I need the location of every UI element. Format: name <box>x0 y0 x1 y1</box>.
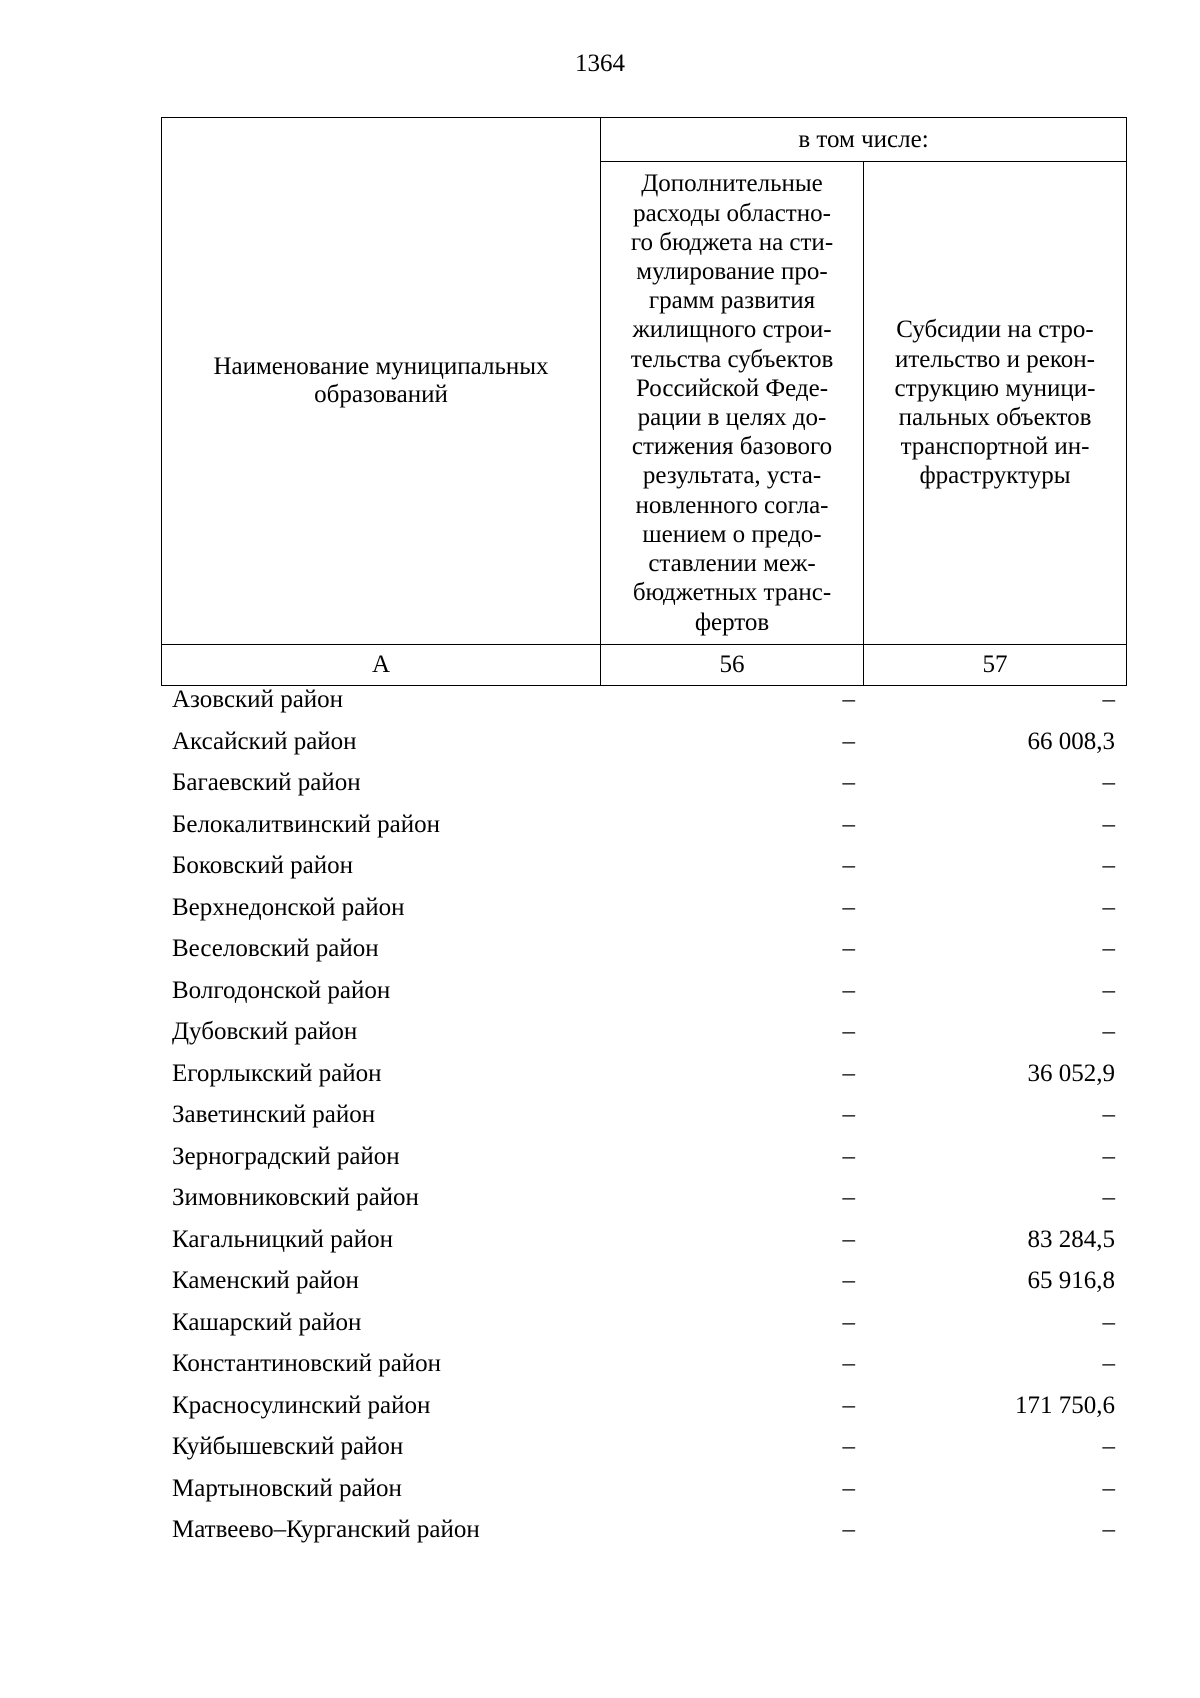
row-value-57: – <box>1102 1433 1115 1460</box>
table-row <box>0 686 1200 728</box>
column-header-line: бюджетных транс- <box>632 579 832 607</box>
row-value-57: – <box>1102 769 1115 796</box>
column-header-line: фертов <box>694 608 770 636</box>
column-header-line: шением о предо- <box>642 520 822 548</box>
row-value-56: – <box>842 1391 855 1419</box>
column-header-line: стижения базового <box>631 433 833 461</box>
row-value-57: – <box>1102 1474 1115 1502</box>
column-header-line: жилищного строи- <box>632 316 832 344</box>
row-name: Белокалитвинский район <box>172 810 440 838</box>
column-header-line: го бюджета на сти- <box>630 228 834 256</box>
row-name: Веселовский район <box>172 935 379 962</box>
column-header-line: ставлении меж- <box>648 550 816 578</box>
table-row <box>0 769 1200 811</box>
row-value-56: – <box>842 1018 855 1045</box>
row-name: Дубовский район <box>172 1018 358 1045</box>
row-name: Зимовниковский район <box>172 1184 419 1211</box>
row-value-57: – <box>1102 1308 1115 1336</box>
row-value-57: – <box>1102 1142 1115 1170</box>
row-name: Кагальницкий район <box>172 1225 394 1253</box>
table-row <box>0 1267 1200 1309</box>
table-row <box>0 728 1200 770</box>
table-row <box>0 977 1200 1019</box>
table-row <box>0 1184 1200 1226</box>
row-value-56: – <box>842 1225 855 1253</box>
row-value-56: – <box>842 893 855 921</box>
table-row <box>0 1433 1200 1475</box>
table-row <box>0 1309 1200 1351</box>
table-header <box>161 117 1127 686</box>
row-name: Зерноградский район <box>172 1142 400 1170</box>
column-header-line: Субсидии на стро- <box>896 316 1094 344</box>
column-header-line: тельства субъектов <box>630 345 834 373</box>
name-column-header-text: Наименование муниципальных образований <box>213 353 549 408</box>
row-value-57: – <box>1102 935 1115 962</box>
index-cell-57: 57 <box>864 645 1127 686</box>
row-name: Волгодонской район <box>172 976 391 1004</box>
column-header-line: Российской Феде- <box>635 374 829 402</box>
row-name: Куйбышевский район <box>172 1433 404 1460</box>
column-56-header <box>601 162 864 645</box>
column-header-line: мулирование про- <box>636 258 828 286</box>
row-value-56: – <box>842 1101 855 1128</box>
table-row <box>0 1143 1200 1185</box>
row-name: Матвеево–Курганский район <box>172 1516 480 1543</box>
row-value-57: – <box>1102 893 1115 921</box>
table-row <box>0 935 1200 977</box>
column-header-line: транспортной ин- <box>900 433 1090 461</box>
column-header-line: фраструктуры <box>919 462 1071 490</box>
column-header-line: расходы областно- <box>633 199 831 227</box>
table-row <box>0 1226 1200 1268</box>
table-row <box>0 1516 1200 1558</box>
column-header-line: новленного согла- <box>635 491 829 519</box>
row-value-57: – <box>1102 686 1115 713</box>
column-56-header-text <box>601 169 863 636</box>
column-header-line: ительство и рекон- <box>895 345 1095 373</box>
column-57-header-text <box>864 315 1126 490</box>
index-cell-a: А <box>162 645 601 686</box>
row-value-57: 171 750,6 <box>1015 1391 1115 1419</box>
index-cell-56: 56 <box>601 645 864 686</box>
column-57-header <box>864 162 1127 645</box>
row-name: Азовский район <box>172 686 344 713</box>
table-row <box>0 1060 1200 1102</box>
row-name: Егорлыкский район <box>172 1059 382 1087</box>
row-value-56: – <box>842 810 855 838</box>
row-value-57: – <box>1102 1516 1115 1543</box>
column-header-line: пальных объектов <box>898 404 1092 432</box>
row-value-57: 65 916,8 <box>1027 1267 1115 1294</box>
table-body <box>0 686 1200 1558</box>
row-value-56: – <box>842 1059 855 1087</box>
row-value-56: – <box>842 935 855 962</box>
table-row <box>0 1018 1200 1060</box>
row-value-57: – <box>1102 976 1115 1004</box>
row-name: Мартыновский район <box>172 1474 402 1502</box>
table-row <box>0 894 1200 936</box>
row-value-56: – <box>842 1474 855 1502</box>
row-value-57: – <box>1102 1018 1115 1045</box>
row-value-56: – <box>842 1184 855 1211</box>
row-value-57: – <box>1102 1350 1115 1377</box>
row-value-57: 66 008,3 <box>1027 727 1115 755</box>
page-number: 1364 <box>575 50 625 77</box>
row-name: Верхнедонской район <box>172 893 405 921</box>
row-value-56: – <box>842 1142 855 1170</box>
row-value-56: – <box>842 1433 855 1460</box>
table-row <box>0 1475 1200 1517</box>
row-value-56: – <box>842 686 855 713</box>
row-name: Багаевский район <box>172 769 361 796</box>
row-value-56: – <box>842 1308 855 1336</box>
table-row <box>0 1101 1200 1143</box>
row-value-57: – <box>1102 810 1115 838</box>
row-value-56: – <box>842 769 855 796</box>
row-value-56: – <box>842 852 855 879</box>
row-value-56: – <box>842 1267 855 1294</box>
table-row <box>0 852 1200 894</box>
row-name: Аксайский район <box>172 727 357 755</box>
table-row <box>0 811 1200 853</box>
column-header-line: рации в целях до- <box>637 404 827 432</box>
row-value-57: – <box>1102 1184 1115 1211</box>
row-value-56: – <box>842 976 855 1004</box>
row-name: Константиновский район <box>172 1350 442 1377</box>
row-value-57: – <box>1102 1101 1115 1128</box>
row-name: Заветинский район <box>172 1101 376 1128</box>
column-header-line: струкцию муници- <box>894 374 1096 402</box>
row-name: Боковский район <box>172 852 353 879</box>
row-value-56: – <box>842 727 855 755</box>
column-header-line: результата, уста- <box>642 462 822 490</box>
row-value-56: – <box>842 1516 855 1543</box>
row-value-57: – <box>1102 852 1115 879</box>
row-value-57: 83 284,5 <box>1027 1225 1115 1253</box>
group-header: в том числе: <box>601 118 1127 162</box>
row-name: Кашарский район <box>172 1308 362 1336</box>
row-value-56: – <box>842 1350 855 1377</box>
row-value-57: 36 052,9 <box>1027 1059 1115 1087</box>
column-header-line: грамм развития <box>648 287 816 315</box>
table-row <box>0 1392 1200 1434</box>
name-column-header <box>162 118 601 645</box>
row-name: Каменский район <box>172 1267 359 1294</box>
row-name: Красносулинский район <box>172 1391 431 1419</box>
table-row <box>0 1350 1200 1392</box>
column-header-line: Дополнительные <box>641 170 823 198</box>
